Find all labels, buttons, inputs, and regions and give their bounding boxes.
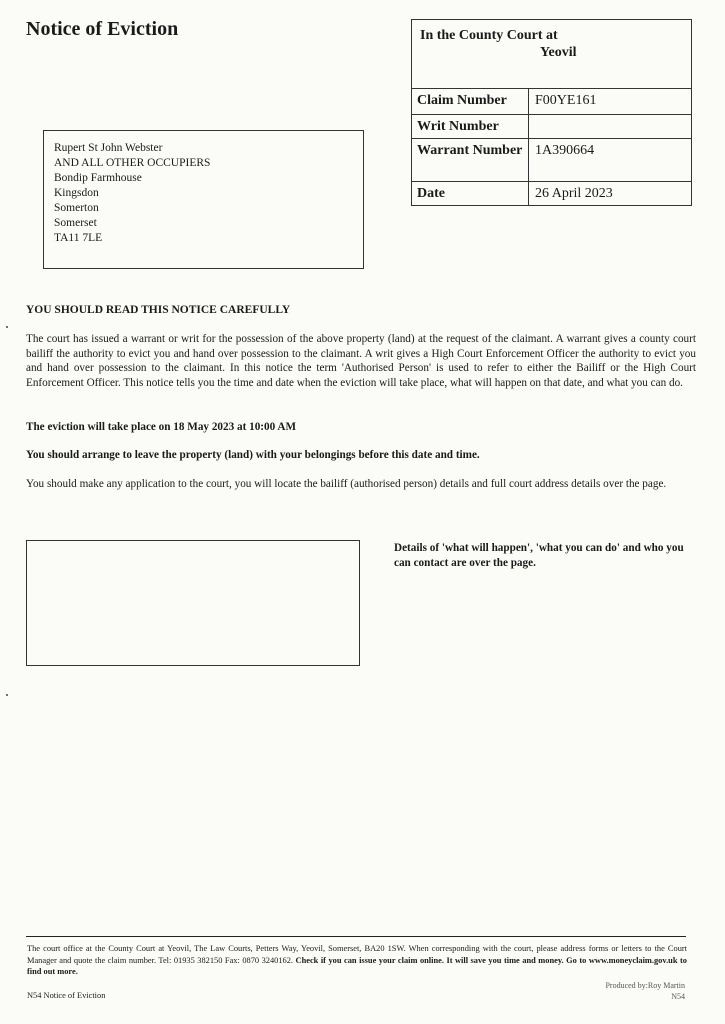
- address-line: Rupert St John Webster: [54, 142, 163, 154]
- eviction-time-statement: The eviction will take place on 18 May 2023 at 10:00 AM: [26, 421, 297, 433]
- footer-online-claim-note: Check if you can issue your claim online. It will save you time and money. Go to www.moneyclaim.gov.uk to find out more.: [27, 955, 687, 976]
- warrant-number-row: [412, 139, 691, 182]
- date-value: 26 April 2023: [535, 186, 613, 201]
- details-over-page-note: Details of 'what will happen', 'what you can do' and who you can contact are over the page.: [394, 542, 684, 569]
- produced-by-block: [605, 980, 685, 1002]
- form-code: N54 Notice of Eviction: [27, 991, 106, 1000]
- page-title: Notice of Eviction: [26, 18, 179, 40]
- warrant-number-label: Warrant Number: [412, 139, 529, 181]
- claim-number-row: [412, 89, 691, 115]
- address-line: Somerset: [54, 217, 97, 229]
- court-heading-line1: In the County Court at: [420, 28, 558, 43]
- margin-mark: [6, 694, 8, 696]
- form-reference: N54: [671, 992, 685, 1001]
- notice-intro-paragraph: The court has issued a warrant or writ for the possession of the above property (land) at the request of the claimant. A warrant gives a county court bailiff the authority to evict you and hand over possession to the claimant. A writ gives a High Court Enforcement Officer the authority to evict you and hand over possession to the claimant. In this notice the term 'Authorised Person' is used to refer to either the Bailiff or the High Court Enforcement Officer. This notice tells you the time and date when the eviction will take place, what will happen on that date, and what you can do.: [26, 333, 696, 389]
- writ-number-value: [529, 115, 691, 138]
- court-heading: [412, 20, 691, 89]
- address-line: Bondip Farmhouse: [54, 172, 142, 184]
- footer-office-details: The court office at the County Court at Yeovil, The Law Courts, Petters Way, Yeovil, Somerset, BA20 1SW. When corresponding with the court, please address forms or letters to the Court Manager and quote the claim number. Tel: 01935 382150 Fax: 0870 3240162.: [27, 944, 687, 965]
- address-line: Kingsdon: [54, 187, 99, 199]
- empty-notes-box: [26, 540, 360, 666]
- claim-number-value: F00YE161: [535, 93, 597, 108]
- produced-by: Produced by:Roy Martin: [605, 981, 685, 990]
- margin-mark: [6, 326, 8, 328]
- warrant-number-value: 1A390664: [535, 143, 595, 158]
- arrange-to-leave-statement: You should arrange to leave the property (land) with your belongings before this date and time.: [26, 449, 480, 461]
- footer-divider: [26, 936, 686, 937]
- claim-number-label: Claim Number: [412, 89, 529, 114]
- address-line: TA11 7LE: [54, 232, 103, 244]
- writ-number-row: [412, 115, 691, 139]
- date-row: [412, 182, 691, 206]
- writ-number-label: Writ Number: [412, 115, 529, 138]
- recipient-address-box: [43, 130, 364, 269]
- date-label: Date: [412, 182, 529, 206]
- address-line: Somerton: [54, 202, 99, 214]
- court-heading-line2: Yeovil: [540, 45, 577, 60]
- address-line: AND ALL OTHER OCCUPIERS: [54, 157, 211, 169]
- application-paragraph: You should make any application to the court, you will locate the bailiff (authorised person) details and full court address details over the page.: [26, 478, 667, 490]
- footer-court-office-text: [27, 943, 687, 978]
- court-details-table: [411, 19, 692, 206]
- notice-heading: YOU SHOULD READ THIS NOTICE CAREFULLY: [26, 304, 291, 316]
